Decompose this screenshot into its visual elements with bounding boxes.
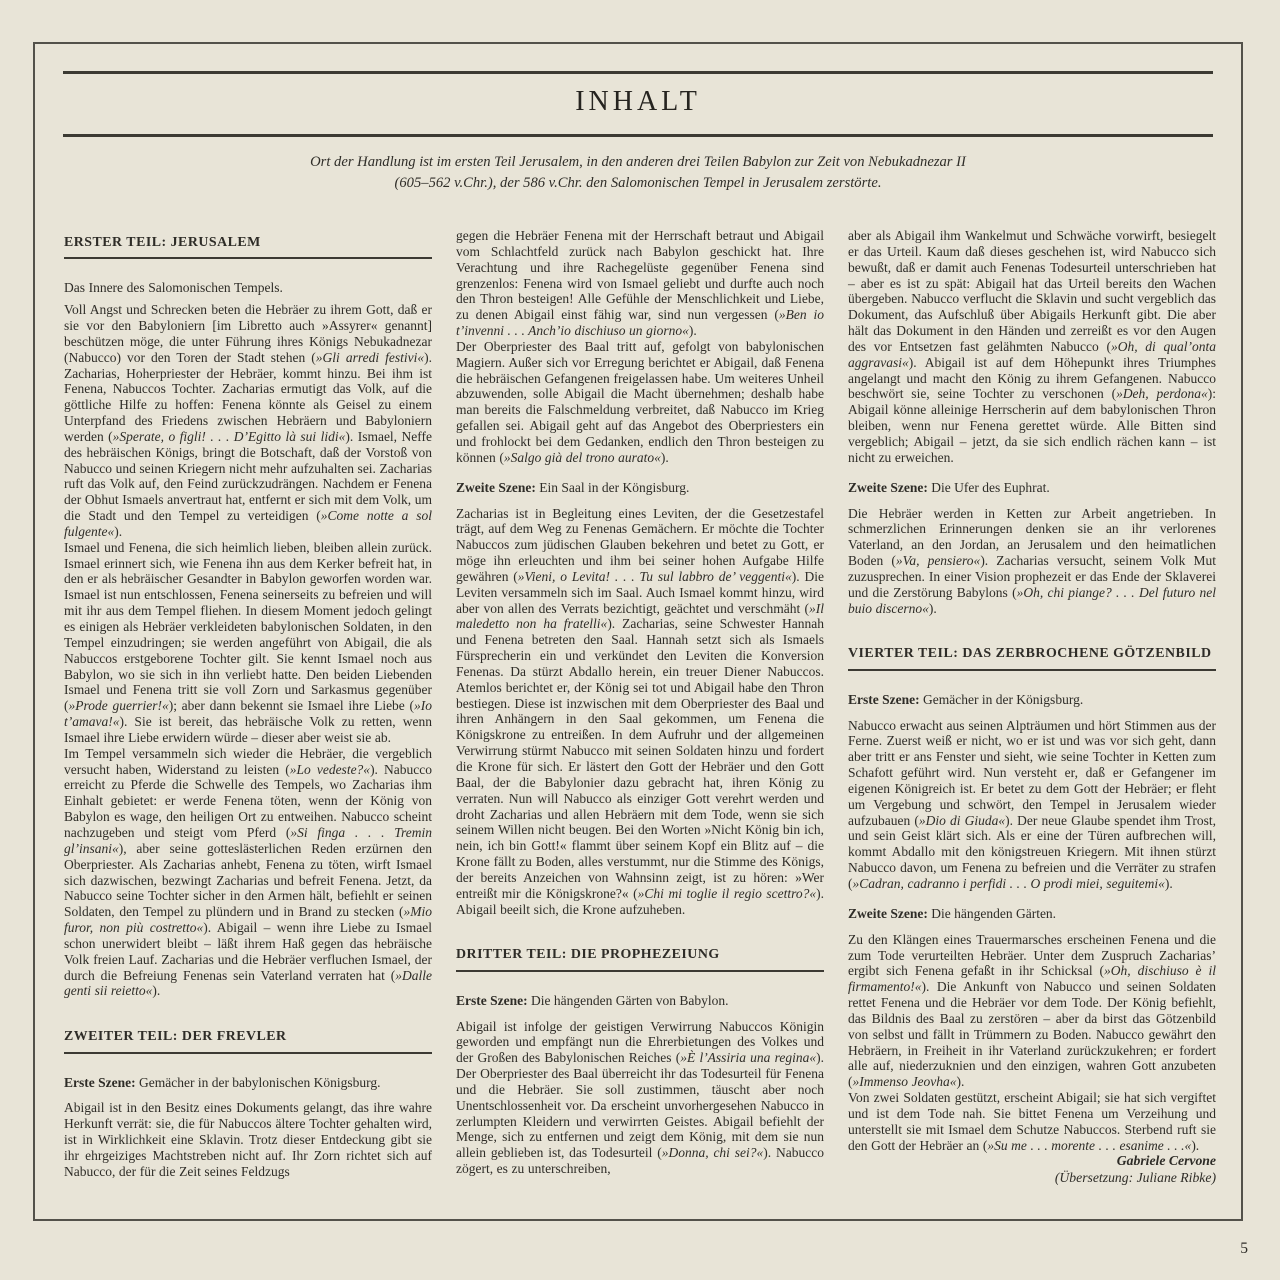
text-run: Abigail ist infolge der geistigen Verwirrung Nabuccos Königin geworden und empfängt nun die Ehrerbietungen des Volkes und der Großen des Babylonischen Reiches ( <box>456 1018 824 1066</box>
synopsis-paragraph <box>64 1100 432 1179</box>
text-run: ). <box>114 523 123 539</box>
text-run: Abigail ist in den Besitz eines Dokuments gelangt, das ihre wahre Herkunft verrät: sie, die für Nabuccos ältere Tochter gehalten wird, ist in Wirklichkeit eine Sklavin. Trotz dieser Entdeckung gibt sie ihr ehrgeiziges Machtstreben nicht auf. Ihr Zorn richtet sich auf Nabucco, der für die Zeit seines Feldzugs <box>64 1100 432 1179</box>
scene-line: Erste Szene: Gemächer in der babylonischen Königsburg. <box>64 1074 381 1090</box>
scene-line: Zweite Szene: Ein Saal in der Köngisburg. <box>456 479 690 495</box>
text-run: ). <box>660 449 669 465</box>
synopsis-paragraph <box>64 746 432 1000</box>
text-run: ). Der Oberpriester des Baal überreicht ihr das Todesurteil für Fenena und die Hebräer. Sie soll zustimmen, täuscht aber noch Unentschlossenheit vor. Da erscheint unvorhergesehen Nabucco in zerlumpten Kleidern und verwirrten Geistes. Abigail befiehlt der Menge, sich zu entfernen und zeigt dem König, mit dem sie nun allein geblieben ist, das Todesurteil ( <box>456 1050 824 1161</box>
scene-label: Erste Szene: <box>64 1074 136 1090</box>
aria-quote-italic: »Cadran, cadranno i perfidi . . . O prodi miei, seguitemi« <box>852 875 1165 891</box>
synopsis-paragraph <box>456 506 824 918</box>
aria-quote-italic: »Dalle genti sii reietto« <box>64 967 432 999</box>
synopsis-paragraph <box>848 932 1216 1090</box>
title-rule-top <box>63 71 1213 74</box>
aria-quote-italic: »Vieni, o Levita! . . . Tu sul labbro de’ veggenti« <box>517 568 792 584</box>
aria-quote-italic: »Gli arredi festivi« <box>315 349 425 365</box>
aria-quote-italic: »Chi mi toglie il regio scettro?« <box>637 885 817 901</box>
text-run: ). Zacharias versucht, seinem Volk Mut zuzusprechen. In einer Vision prophezeit er das Ende der Sklaverei und die Zerstörung Babylons ( <box>848 553 1216 600</box>
text-run: aber als Abigail ihm Wankelmut und Schwäche vorwirft, besiegelt er das Urteil. Kaum daß dieses geschehen ist, wird Nabucco sich bewußt, daß er damit auch Fenenas Todesurteil unterschrieben hat – aber es ist zu spät: Abigail hat das Urteil bereits den Wachen übergeben. Nabucco verflucht die Sklavin und sucht vergeblich das Dokument, das Aufschluß über Abigails Herkunft gibt. Die aber hält das Dokument in den Händen und zerreißt es vor den Augen des vor Entsetzen fast gelähmten Nabucco ( <box>848 228 1216 354</box>
subtitle <box>35 152 1241 194</box>
text-run: Zacharias ist in Begleitung eines Leviten, der die Gesetzestafel trägt, auf dem Weg zu Fenenas Gemächern. Er möchte die Tochter Nabuccos zum jüdischen Glauben bekehren und betet zu Gott, er möge ihn erleuchten und ihm bei seiner hohen Aufgabe Hilfe gewähren ( <box>456 505 824 584</box>
text-run: ). <box>1191 1137 1200 1153</box>
text-run: ). Abigail – wenn ihre Liebe zu Ismael schon unerwidert bleibt – läßt ihrem Haß gegen das hebräische Volk freien Lauf. Zacharias und die Hebräer verfluchen Ismael, der durch die Befreiung Fenenas sein Vaterland verraten hat ( <box>64 920 432 983</box>
aria-quote-italic: »Va, pensiero« <box>895 553 981 569</box>
aria-quote-italic: »Donna, chi sei?« <box>661 1145 764 1161</box>
aria-quote-italic: »Immenso Jeovha« <box>852 1074 957 1090</box>
scene-line: Zweite Szene: Die hängenden Gärten. <box>848 905 1057 921</box>
text-run: ). Die Ankunft von Nabucco und seinen Soldaten rettet Fenena und die Hebräer vor dem Tode. Der König befiehlt, das Bildnis des Baal zu zerstören – aber da birst das Götzenbild von selbst und fällt in Trümmern zu Boden. Nabucco gewährt den Hebräern, in Freiheit in ihr Vaterland zurückzukehren; er fordert alle auf, niederzuknien und den einzigen, wahren Gott anzubeten ( <box>848 979 1216 1090</box>
subtitle-line-2: (605–562 v.Chr.), der 586 v.Chr. den Salomonischen Tempel in Jerusalem zerstörte. <box>394 175 882 191</box>
text-run: ). <box>928 600 937 616</box>
text-run: Voll Angst und Schrecken beten die Hebräer zu ihrem Gott, daß er sie vor den Babyloniern [im Libretto auch »Assyrer« genannt] beschützen möge, die unter Führung ihres Königs Nebukadnezar (Nabucco) vor den Toren der Stadt stehen ( <box>64 302 432 365</box>
aria-quote-italic: »Il maledetto non ha fratelli« <box>456 600 824 632</box>
text-run: ). <box>688 323 697 339</box>
text-run: ): Abigail könne alleinige Herrscherin auf dem babylonischen Thron bleiben, wenn nur Fenena gerettet würde. Alle Bitten sind vergeblich; Abigail – jetzt, da sie sich endlich rächen kann – ist nicht zu erweichen. <box>848 386 1216 465</box>
text-run: Die Hebräer werden in Ketten zur Arbeit angetrieben. In schmerzlichen Erinnerungen denken sie an ihr verlorenes Vaterland, an den Jordan, an Jerusalem und den heimatlichen Boden ( <box>848 505 1216 569</box>
text-run: ). Ismael, Neffe des hebräischen Königs, bringt die Botschaft, daß der Vorstoß von Nabucco und seinen Kriegern nicht mehr aufzuhalten sei. Zacharias ruft das Volk auf, den Feind zurückzudrängen. Nachdem er Fenena der Obhut Ismaels anvertraut hat, entfernt er sich mit dem Volk, um die Stadt und den Tempel zu verteidigen ( <box>64 428 432 524</box>
aria-quote-italic: »Mio furor, non più costretto« <box>64 904 432 936</box>
text-run: ); aber dann bekennt sie Ismael ihre Liebe ( <box>168 698 415 714</box>
text-run: ). <box>152 983 161 999</box>
page-frame <box>33 42 1243 1221</box>
synopsis-paragraph <box>848 718 1216 892</box>
text-run: ). Abigail beeilt sich, die Krone aufzuheben. <box>456 885 824 917</box>
text-run: ). Die Leviten versammeln sich im Saal. Auch Ismael kommt hinzu, wird aber von allen des Verrats bezichtigt, geächtet und verschmäht ( <box>456 568 824 616</box>
text-columns <box>64 228 1216 1214</box>
aria-quote-italic: »Io t’amava!« <box>64 698 433 730</box>
synopsis-paragraph <box>848 506 1216 617</box>
text-run: Ismael und Fenena, die sich heimlich lieben, bleiben allein zurück. Ismael erinnert sich, wie Fenena ihn aus dem Kerker befreit hat, in den er als hebräischer Gesandter in Babylon geworfen worden war. Ismael ist nun entschlossen, Fenena seinerseits zu befreien und will mit ihr aus dem Tempel fliehen. In diesem Moment jedoch gelingt es einigen als Hebräer verkleideten babylonischen Soldaten, in den Tempel einzudringen; sie werden angeführt von Abigail, die als Nabuccos erstgeborene Tochter gilt. Sie kennt Ismael noch aus Babylon, wo sie sich in ihn verliebt hatte. Den beiden Liebenden Ismael und Fenena tritt sie voll Zorn und Sarkasmus gegenüber ( <box>64 539 432 714</box>
synopsis-paragraph <box>456 339 824 466</box>
text-run: ). Zacharias, seine Schwester Hannah und Fenena betreten den Saal. Hannah setzt sich als Ismaels Fürsprecherin ein und verkündet den Leviten die Konversion Fenenas. Da stürzt Abdallo herein, ein treuer Diener Nabuccos. Atemlos berichtet er, der König sei tot und Abigail habe den Thron bestiegen. Diese ist inzwischen mit dem Oberpriester des Baal und ihren Anhängern in den Saal gekommen, um Fenena die Königskrone zu entreißen. In dem Aufruhr und der allgemeinen Verwirrung stürmt Nabucco mit seinen Soldaten hinzu und fordert die Krone für sich. Er lästert den Gott der Hebräer und den Gott Baal, der die Babylonier dazu gebracht hat, ihren König zu verraten. Nun will Nabucco als einziger Gott verehrt werden und droht Zacharias und allen Hebräern mit dem Tode, wenn sie sich seinem Willen nicht beugen. Bei den Worten »Nicht König bin ich, nein, ich bin Gott!« flammt über seinem Kopf ein Blitz auf – die Krone fällt zu Boden, alles verstummt, nur die Stimme des Königs, der bereits Anzeichen von Wahnsinn zeigt, ist zu hören: »Wer entreißt mir die Königskrone?« ( <box>456 616 824 901</box>
synopsis-paragraph <box>64 302 432 540</box>
scene-line: Erste Szene: Gemächer in der Königsburg. <box>848 691 1084 707</box>
text-run: ). <box>1164 875 1173 891</box>
scene-label: Erste Szene: <box>848 691 920 707</box>
text-run: Im Tempel versammeln sich wieder die Hebräer, die vergeblich versucht haben, Widerstand zu leisten ( <box>64 745 432 777</box>
text-run: ). Zacharias, Hoherpriester der Hebräer, kommt hinzu. Bei ihm ist Fenena, Nabuccos Tochter. Zacharias ermutigt das Volk, auf die göttliche Hilfe zu hoffen: Fenena könnte als Geisel zu einem Unterpfand des Friedens zwischen Hebräern und Babyloniern werden ( <box>64 349 433 444</box>
aria-quote-italic: »Deh, perdona« <box>1116 386 1208 402</box>
section-heading: VIERTER TEIL: DAS ZERBROCHENE GÖTZENBILD <box>848 646 1216 670</box>
column-1 <box>64 228 432 1214</box>
text-run: Zu den Klängen eines Trauermarsches erscheinen Fenena und die zum Tode verurteilten Hebräer. Unter dem Zuspruch Zacharias’ ergibt sich Fenena gefaßt in ihr Schicksal ( <box>848 931 1216 979</box>
section-heading: ZWEITER TEIL: DER FREVLER <box>64 1029 432 1053</box>
aria-quote-italic: »Prode guerrier!« <box>68 698 169 714</box>
aria-quote-italic: »Oh, chi piange? . . . Del futuro nel buio discerno« <box>848 584 1216 616</box>
column-3 <box>848 228 1216 1214</box>
signature-line: Gabriele Cervone <box>1116 1153 1216 1169</box>
aria-quote-italic: »Ben io t’invenni . . . Anch’io dischiuso un giorno« <box>456 307 824 339</box>
aria-quote-italic: »Come notte a sol fulgente« <box>64 508 432 539</box>
column-2 <box>456 228 824 1214</box>
page-number: 5 <box>1240 1240 1248 1257</box>
text-run: ). <box>956 1074 965 1090</box>
scene-label: Zweite Szene: <box>456 479 536 495</box>
text-run: ). Der neue Glaube spendet ihm Trost, und sein Geist klärt sich. Als er eine der Türen aufbrechen will, kommt Abdallo mit den königstreuen Kriegern. Mit ihnen stürzt Nabucco davon, um Fenena zu befreien und die Verräter zu strafen ( <box>848 812 1216 891</box>
synopsis-paragraph <box>456 228 824 339</box>
synopsis-paragraph <box>64 540 432 746</box>
aria-quote-italic: »Oh, dischiuso è il firmamento!« <box>848 963 1216 995</box>
section-heading: ERSTER TEIL: JERUSALEM <box>64 235 432 259</box>
title-rule-bottom <box>63 134 1213 137</box>
aria-quote-italic: »Dio di Giuda« <box>918 812 1006 828</box>
scene-line: Zweite Szene: Die Ufer des Euphrat. <box>848 479 1050 495</box>
signature-line: (Übersetzung: Juliane Ribke) <box>1054 1169 1216 1185</box>
aria-quote-italic: »È l’Assiria una regina« <box>680 1050 817 1066</box>
text-run: gegen die Hebräer Fenena mit der Herrschaft betraut und Abigail vom Schlachtfeld zurück nach Babylon geschickt hat. Ihre Verachtung und ihre Rachegelüste gegenüber Fenena sind grenzenlos: Fenena wird von Ismael geliebt und durfte auch noch den Thron besteigen! Alle Gefühle der Menschlichkeit und Liebe, zu denen Abigail einst fähig war, sind nun vergessen ( <box>456 228 824 323</box>
text-run: Nabucco erwacht aus seinen Alpträumen und hört Stimmen aus der Ferne. Zuerst weiß er nicht, wo er ist und was vor sich geht, dann aber tritt er ans Fenster und sieht, wie seine Tochter in Ketten zum Schafott geführt wird. Nun versteht er, daß er Gefangener im eigenen Königreich ist. Er betet zu dem Gott der Hebräer; er fleht um Vergebung und schwört, den Tempel in Jerusalem wieder aufzubauen ( <box>848 717 1216 828</box>
synopsis-paragraph <box>848 228 1216 466</box>
text-run: ). Nabucco erreicht zu Pferde die Schwelle des Tempels, wo Zacharias ihm Einhalt gebietet: er werde Fenena töten, wenn der König von Babylon es wage, den heiligen Ort zu entweihen. Nabucco scheint nachzugeben und steigt vom Pferd ( <box>64 761 433 840</box>
aria-quote-italic: »Lo vedeste?« <box>289 761 371 777</box>
text-run: Der Oberpriester des Baal tritt auf, gefolgt von babylonischen Magiern. Außer sich vor Erregung berichtet er Abigail, daß Fenena die hebräischen Gefangenen freigelassen habe. Um weiteres Unheil abzuwenden, solle Abigail die Macht übernehmen; deshalb habe man bereits die Falschmeldung verbreitet, daß Nabucco im Krieg gefallen sei. Abigail geht auf das Angebot des Oberpriesters ein und frohlockt bei dem Gedanken, endlich den Thron besteigen zu können ( <box>456 338 824 465</box>
text-run: ). Sie ist bereit, das hebräische Volk zu retten, wenn Ismael ihre Liebe erwidern würde – dieser aber weist sie ab. <box>64 714 432 745</box>
setting-line <box>64 280 432 296</box>
aria-quote-italic: »Su me . . . morente . . . esanime . . .« <box>987 1137 1192 1153</box>
synopsis-paragraph <box>848 1090 1216 1153</box>
scene-label: Erste Szene: <box>456 992 528 1008</box>
text-run: Von zwei Soldaten gestützt, erscheint Abigail; sie hat sich vergiftet und ist dem Tode nah. Sie bittet Fenena um Verzeihung und unterstellt sie mit Ismael dem Schutze Nabuccos. Sterbend ruft sie den Gott der Hebräer an ( <box>848 1090 1216 1153</box>
aria-quote-italic: »Si finga . . . Tremin gl’insani« <box>64 824 432 856</box>
text-run: ), aber seine gotteslästerlichen Reden erzürnen den Oberpriester. Als Zacharias anhebt, Fenena zu töten, wirft Ismael sich dazwischen, bezwingt Zacharias und befreit Fenena. Jetzt, da Nabucco seine Tochter sicher in den Armen hält, befiehlt er seinen Soldaten, den Tempel zu plündern und in Brand zu stecken ( <box>64 840 432 920</box>
aria-quote-italic: »Salgo già del trono aurato« <box>503 449 661 465</box>
text-run: Das Innere des Salomonischen Tempels. <box>64 280 283 296</box>
subtitle-line-1: Ort der Handlung ist im ersten Teil Jerusalem, in den anderen drei Teilen Babylon zur Zeit von Nebukadnezar II <box>310 154 966 170</box>
synopsis-paragraph <box>456 1019 824 1177</box>
text-run: ). Nabucco zögert, es zu unterschreiben, <box>456 1145 825 1177</box>
aria-quote-italic: »Sperate, o figli! . . . D’Egitto là sui lidi« <box>112 428 346 444</box>
scene-label: Zweite Szene: <box>848 905 928 921</box>
aria-quote-italic: »Oh, di qual’onta aggravasi« <box>848 338 1216 370</box>
text-run: ). Abigail ist auf dem Höhepunkt ihres Triumphes angelangt und macht den König zu ihrem Gefangenen. Nabucco beschwört sie, seine Tochter zu verschonen ( <box>848 354 1216 402</box>
page-title: INHALT <box>575 86 701 117</box>
scene-label: Zweite Szene: <box>848 479 928 495</box>
section-heading: DRITTER TEIL: DIE PROPHEZEIUNG <box>456 947 824 971</box>
scene-line: Erste Szene: Die hängenden Gärten von Babylon. <box>456 992 729 1008</box>
